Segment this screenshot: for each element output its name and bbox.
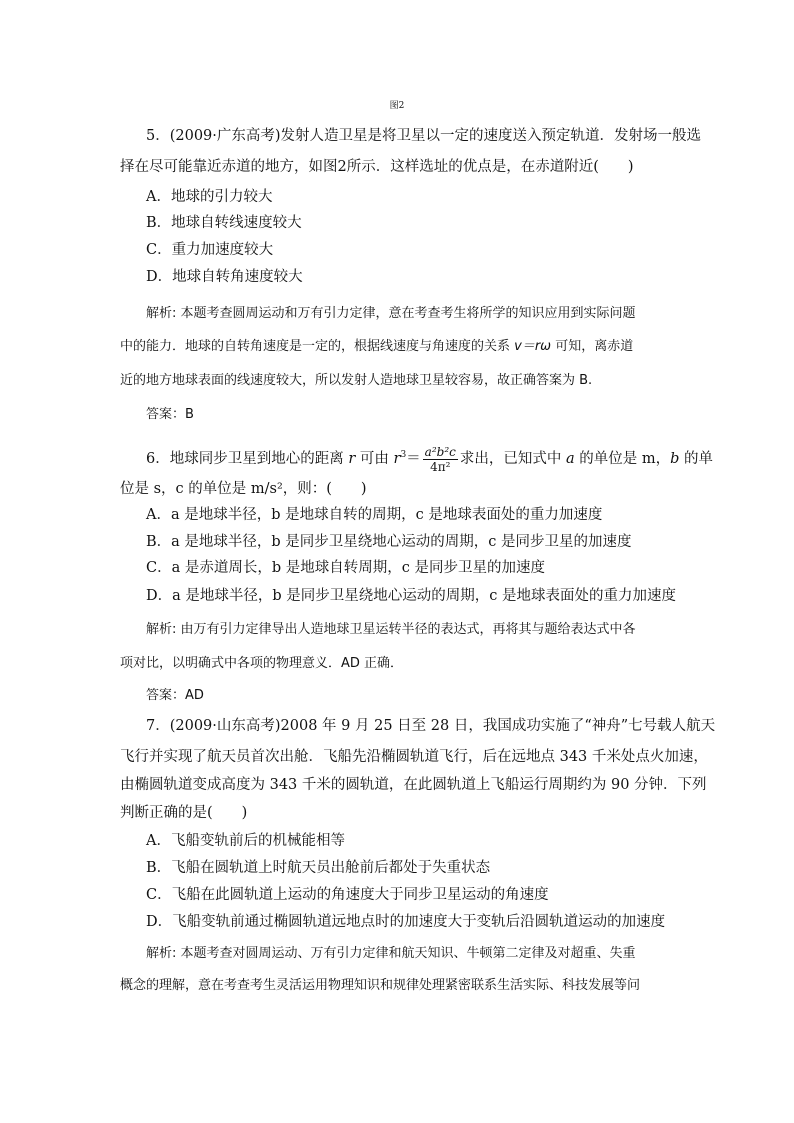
q6-option-d: D．a 是地球半径，b 是同步卫星绕地心运动的周期，c 是地球表面处的重力加速度 bbox=[146, 588, 676, 604]
q6-var-r: r bbox=[348, 451, 356, 467]
q6-analysis-line1: 解析: 由万有引力定律导出人造地球卫星运转半径的表达式，再将其与题给表达式中各 bbox=[146, 622, 636, 637]
q5-stem-line1: 5．(2009·广东高考)发射人造卫星是将卫星以一定的速度送入预定轨道．发射场一般选 bbox=[146, 128, 702, 144]
q7-analysis-line1: 解析: 本题考查对圆周运动、万有引力定律和航天知识、牛顿第二定律及对超重、失重 bbox=[146, 946, 636, 961]
q5-option-d: D．地球自转角速度较大 bbox=[146, 269, 303, 285]
q7-option-d: D．飞船变轨前通过椭圆轨道远地点时的加速度大于变轨后沿圆轨道运动的加速度 bbox=[146, 914, 666, 930]
q6-option-b: B．a 是地球半径，b 是同步卫星绕地心运动的周期，c 是同步卫星的加速度 bbox=[146, 534, 632, 550]
q6-option-c: C．a 是赤道周长，b 是地球自转周期，c 是同步卫星的加速度 bbox=[146, 560, 545, 576]
q6-formula-denominator: 4π² bbox=[430, 459, 451, 474]
q6-formula-exponent: 3 bbox=[400, 450, 407, 460]
q5-analysis-line2-text-a: 中的能力．地球的自转角速度是一定的，根据线速度与角速度的关系 bbox=[120, 339, 515, 354]
q6-text-1: 6．地球同步卫星到地心的距离 bbox=[146, 451, 349, 467]
q6-stem-line2: 位是 s，c 的单位是 m/s²，则：( ) bbox=[120, 481, 367, 497]
q5-analysis-formula: v＝rω bbox=[514, 339, 552, 354]
q5-analysis-line3: 近的地方地球表面的线速度较大，所以发射人造地球卫星较容易，故正确答案为 B. bbox=[120, 373, 593, 388]
q7-stem-line2: 飞行并实现了航天员首次出舱．飞船先沿椭圆轨道飞行，后在远地点 343 千米处点火加速， bbox=[120, 749, 708, 765]
q6-formula-equals: ＝ bbox=[406, 451, 421, 467]
q5-option-a: A．地球的引力较大 bbox=[146, 189, 273, 205]
q7-stem-line1: 7．(2009·山东高考)2008 年 9 月 25 日至 28 日，我国成功实施了“神舟”七号载人航天 bbox=[146, 718, 716, 734]
figure-caption: 图2 bbox=[389, 101, 405, 111]
q7-option-b: B．飞船在圆轨道上时航天员出舱前后都处于失重状态 bbox=[146, 860, 491, 876]
q6-formula-lhs: r bbox=[393, 451, 401, 467]
q6-option-a: A．a 是地球半径，b 是地球自转的周期，c 是地球表面处的重力加速度 bbox=[146, 507, 603, 523]
q5-option-b: B．地球自转线速度较大 bbox=[146, 215, 302, 231]
q5-analysis-line2 bbox=[120, 337, 633, 357]
q6-text-3: 求出，已知式中 bbox=[459, 451, 566, 467]
q6-formula-fraction bbox=[423, 445, 458, 474]
q6-text-2: 可由 bbox=[355, 451, 394, 467]
q6-text-5: 的单 bbox=[679, 451, 713, 467]
q6-answer: 答案：AD bbox=[146, 688, 204, 703]
q5-answer: 答案：B bbox=[146, 407, 194, 422]
q7-analysis-line2: 概念的理解，意在考查考生灵活运用物理知识和规律处理紧密联系生活实际、科技发展等问 bbox=[120, 978, 641, 993]
q5-analysis-line1: 解析: 本题考查圆周运动和万有引力定律，意在考查考生将所学的知识应用到实际问题 bbox=[146, 306, 636, 321]
q5-analysis-line2-text-b: 可知，离赤道 bbox=[551, 339, 634, 354]
q7-stem-line4: 判断正确的是( ) bbox=[120, 805, 248, 821]
q7-option-c: C．飞船在此圆轨道上运动的角速度大于同步卫星运动的角速度 bbox=[146, 887, 549, 903]
q7-stem-line3: 由椭圆轨道变成高度为 343 千米的圆轨道，在此圆轨道上飞船运行周期约为 90 分钟．下列 bbox=[120, 777, 707, 793]
q6-stem-line1 bbox=[146, 440, 713, 474]
q6-analysis-line2: 项对比，以明确式中各项的物理意义．AD 正确． bbox=[120, 656, 404, 671]
q6-text-4: 的单位是 m， bbox=[574, 451, 671, 467]
q6-var-a: a bbox=[565, 451, 575, 467]
q6-formula-numerator: a²b²c bbox=[424, 444, 456, 459]
q5-option-c: C．重力加速度较大 bbox=[146, 242, 274, 258]
q7-option-a: A．飞船变轨前后的机械能相等 bbox=[146, 833, 345, 849]
q5-stem-line2: 择在尽可能靠近赤道的地方，如图2所示．这样选址的优点是，在赤道附近( ) bbox=[120, 159, 634, 175]
q6-var-b: b bbox=[670, 451, 680, 467]
